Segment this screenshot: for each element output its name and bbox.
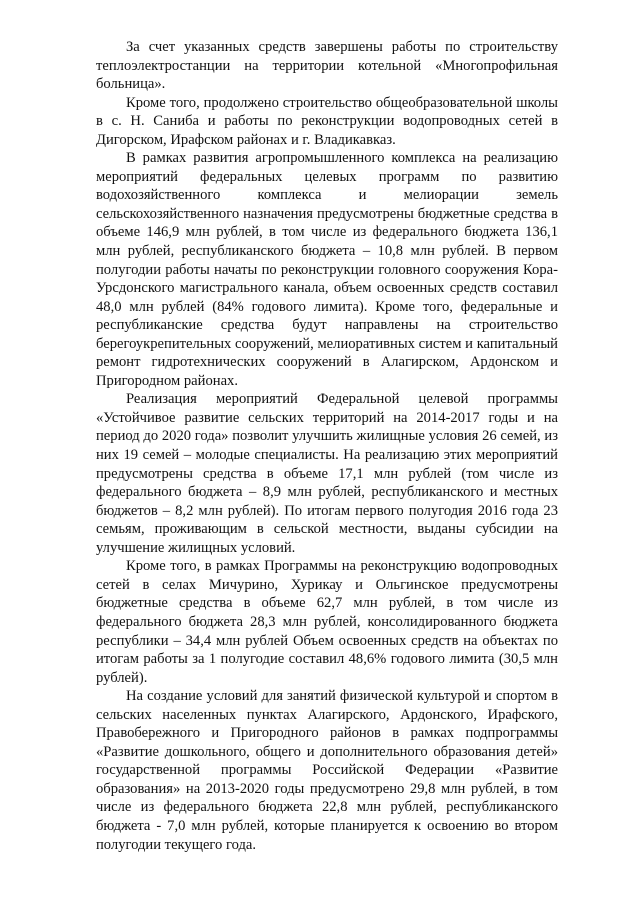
paragraph-rural-development-program: Реализация мероприятий Федеральной целевой программы «Устойчивое развитие сельских территорий на 2014-2017 годы и на период до 2020 года» позволит улучшить жилищные условия 26 семей, из них 19 семей – молодые специалисты. На реализацию этих мероприятий предусмотрены средства в объеме 17,1 млн рублей (том числе из федерального бюджета – 8,9 млн рублей, республиканского и местных бюджетов – 8,2 млн рублей). По итогам первого полугодия 2016 года 23 семьям, проживающим в сельской местности, выданы субсидии на улучшение жилищных условий. — [96, 391, 558, 556]
paragraph-physical-culture-sport: На создание условий для занятий физической культурой и спортом в сельских населенных пунктах Алагирского, Ардонского, Ирафского, Правобережного и Пригородного районов в рамках подпрограммы «Развитие дошкольного, общего и дополнительного образования детей» государственной программы Российской Федерации «Развитие образования» на 2013-2020 годы предусмотрено 29,8 млн рублей, в том числе из федерального бюджета 22,8 млн рублей, республиканского бюджета - 7,0 млн рублей, которые планируется к освоению во втором полугодии текущего года. — [96, 688, 558, 853]
paragraph-agro-industrial-complex: В рамках развития агропромышленного комплекса на реализацию мероприятий федеральных целевых программ по развитию водохозяйственного комплекса и мелиорации земель сельскохозяйственного назначения предусмотрены бюджетные средства в объеме 146,9 млн рублей, в том числе из федерального бюджета 136,1 млн рублей, республиканского бюджета – 10,8 млн рублей. В первом полугодии работы начаты по реконструкции головного сооружения Кора-Урсдонского магистрального канала, объем освоенных средств составил 48,0 млн рублей (84% годового лимита). Кроме того, федеральные и республиканские средства будут направлены на строительство берегоукрепительных сооружений, мелиоративных систем и капитальный ремонт гидротехнических сооружений в Алагирском, Ардонском и Пригородном районах. — [96, 150, 558, 389]
paragraph-water-networks: Кроме того, в рамках Программы на реконструкцию водопроводных сетей в селах Мичурино, Хурикау и Ольгинское предусмотрены бюджетные средства в объеме 62,7 млн рублей, в том числе из федерального бюджета 28,3 млн рублей, консолидированного бюджета республики – 34,4 млн рублей Объем освоенных средств на объектах по итогам работы за 1 полугодие составил 48,6% годового лимита (30,5 млн рублей). — [96, 558, 558, 686]
paragraph-tpp-completion: За счет указанных средств завершены работы по строительству теплоэлектростанции на территории котельной «Многопрофильная больница». — [96, 39, 558, 93]
paragraph-school-construction: Кроме того, продолжено строительство общеобразовательной школы в с. Н. Саниба и работы по реконструкции водопроводных сетей в Дигорском, Ирафском районах и г. Владикавказ. — [96, 94, 558, 148]
document-page — [96, 38, 558, 854]
